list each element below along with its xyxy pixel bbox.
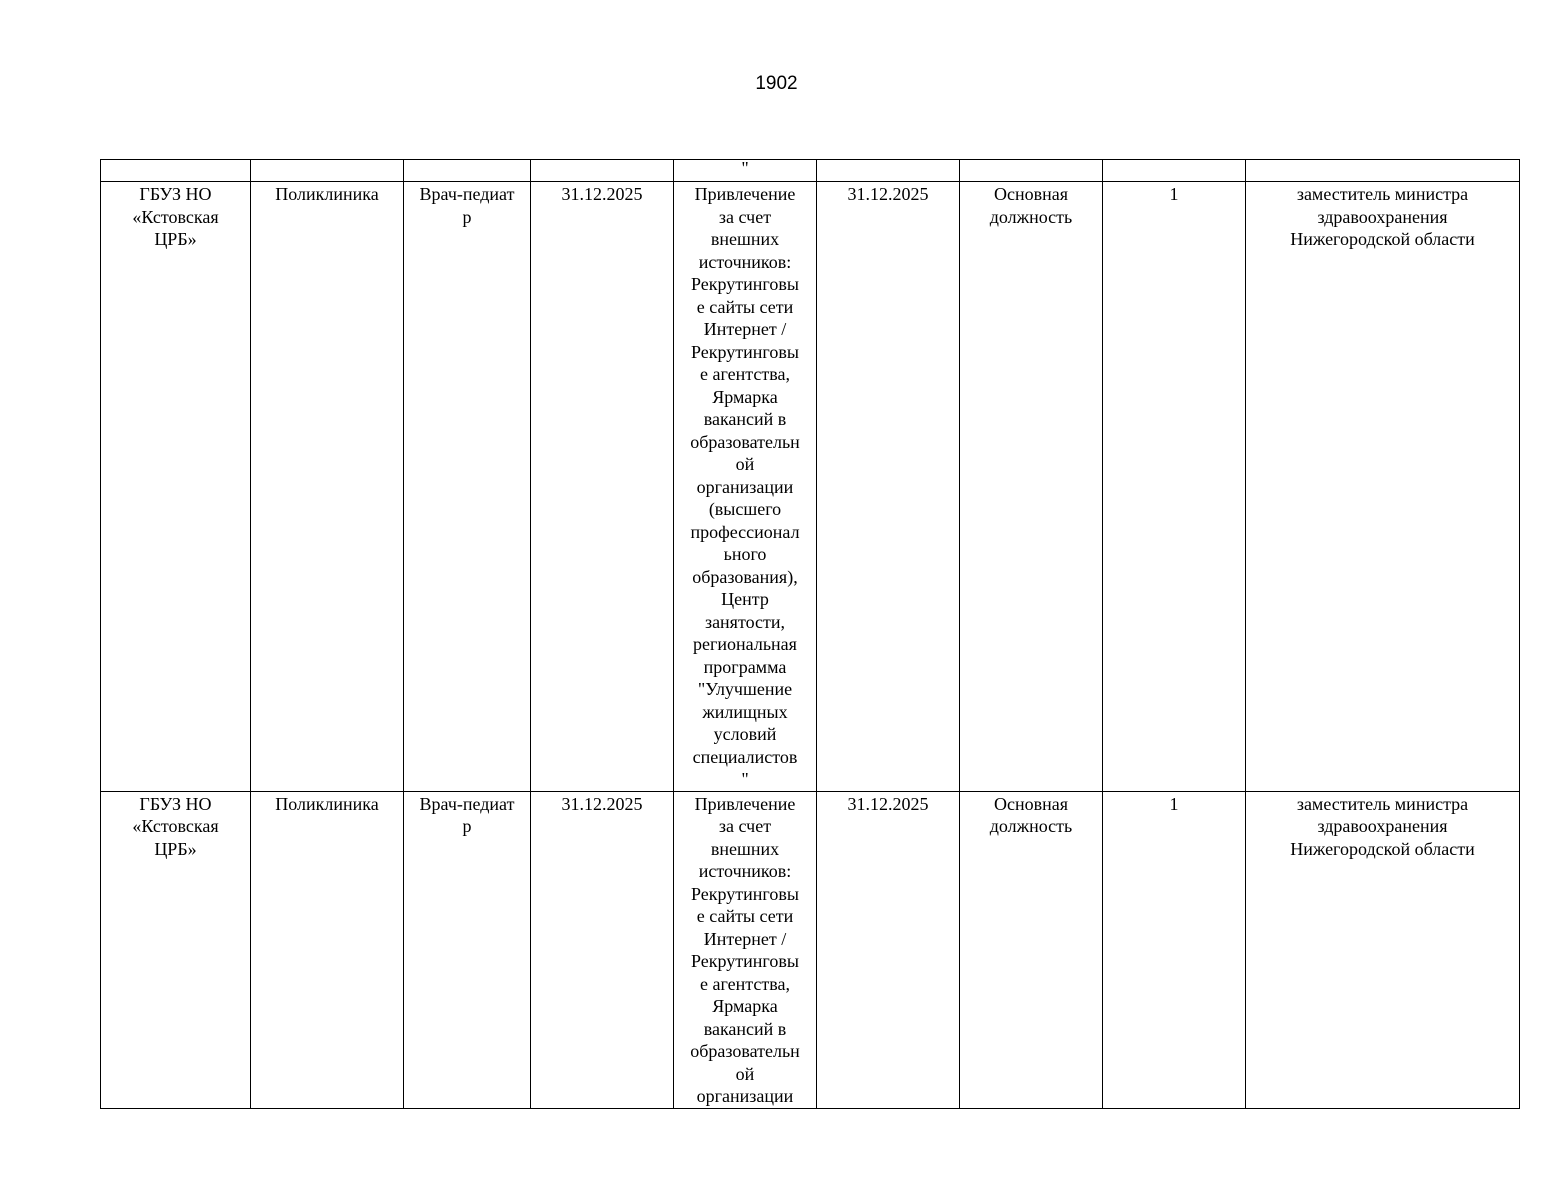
cell-text-line: за счет: [718, 816, 772, 836]
cell-org: [101, 160, 251, 182]
cell-text-line: вакансий в: [703, 1018, 787, 1039]
table-row: [101, 182, 1520, 792]
cell-measures: [674, 791, 817, 1108]
cell-date1: [531, 160, 674, 182]
cell-text-line: профессионал: [690, 521, 800, 542]
cell-unit: [251, 182, 404, 792]
cell-text-line: ьного: [723, 544, 767, 564]
cell-text-line: заместитель министра: [1296, 184, 1469, 204]
cell-text-line: источников:: [698, 251, 792, 272]
cell-count: [1103, 182, 1246, 792]
cell-count: [1103, 791, 1246, 1108]
cell-position: [404, 791, 531, 1108]
cell-text-line: должность: [989, 206, 1073, 227]
cell-text-line: Центр: [721, 589, 769, 609]
cell-text-line: Ярмарка: [712, 386, 778, 407]
cell-text-line: ой: [735, 1063, 755, 1084]
cell-org: [101, 182, 251, 792]
cell-responsible: [1246, 160, 1520, 182]
cell-text-line: 31.12.2025: [561, 793, 643, 814]
cell-date2: [817, 791, 960, 1108]
cell-date2: [817, 160, 960, 182]
cell-text-line: Рекрутинговы: [691, 883, 799, 904]
cell-text-line: организации: [696, 476, 794, 497]
cell-text-line: ГБУЗ НО: [139, 793, 212, 814]
cell-date1: [531, 791, 674, 1108]
cell-type: [960, 791, 1103, 1108]
cell-responsible: [1246, 791, 1520, 1108]
cell-text-line: заместитель министра: [1296, 793, 1469, 814]
cell-text-line: Привлечение: [694, 793, 796, 814]
cell-measures: ": [674, 160, 817, 182]
cell-text-line: е сайты сети: [696, 296, 794, 317]
cell-text-line: "Улучшение: [697, 679, 793, 699]
cell-text-line: должность: [989, 816, 1073, 836]
cell-text-line: «Кстовская: [132, 206, 219, 227]
cell-date1: [531, 182, 674, 792]
cell-text-line: 31.12.2025: [847, 793, 929, 814]
cell-measures: [674, 182, 817, 792]
cell-text-line: е агентства,: [700, 973, 790, 994]
cell-text-line: жилищных: [702, 701, 788, 722]
cell-text-line: ЦРБ»: [154, 229, 197, 249]
cell-text-line: занятости,: [704, 611, 786, 632]
cell-text-line: специалистов: [692, 746, 798, 767]
cell-text-line: Ярмарка: [712, 996, 778, 1016]
cell-responsible: [1246, 182, 1520, 792]
cell-text-line: здравоохранения: [1317, 816, 1448, 836]
cell-text-line: Врач-педиат: [419, 184, 515, 204]
cell-date2: [817, 182, 960, 792]
cell-text-line: организации: [696, 1086, 794, 1106]
cell-text-line: Интернет /: [703, 928, 787, 949]
cell-text-line: Интернет /: [703, 319, 787, 339]
cell-type: [960, 160, 1103, 182]
cell-text-line: Привлечение: [694, 184, 796, 204]
cell-text-line: е сайты сети: [696, 906, 794, 926]
cell-text-line: ": [741, 769, 749, 789]
cell-text-line: 31.12.2025: [561, 184, 643, 204]
cell-text-line: 1: [1169, 793, 1179, 814]
cell-unit: [251, 160, 404, 182]
cell-text-line: за счет: [718, 206, 772, 227]
staffing-table: [100, 159, 1520, 1109]
cell-position: [404, 182, 531, 792]
cell-text-line: внешних: [710, 229, 780, 249]
cell-text-line: ГБУЗ НО: [139, 184, 212, 204]
cell-unit: [251, 791, 404, 1108]
cell-text-line: Поликлиника: [275, 793, 379, 814]
cell-type: [960, 182, 1103, 792]
cell-text-line: программа: [703, 656, 787, 677]
cell-text-line: р: [462, 816, 472, 836]
cell-text-line: вакансий в: [703, 409, 787, 429]
continuation-row: [101, 160, 1520, 182]
cell-text-line: Врач-педиат: [419, 793, 515, 814]
cell-text-line: 1: [1169, 184, 1179, 204]
cell-text-line: Нижегородской области: [1290, 229, 1475, 249]
cell-text-line: образовательн: [690, 431, 800, 452]
cell-text-line: Рекрутинговы: [691, 274, 799, 294]
cell-text-line: Основная: [993, 793, 1069, 814]
cell-text-line: (высшего: [708, 499, 782, 519]
cell-text-line: образовательн: [690, 1041, 800, 1061]
cell-text-line: ой: [735, 454, 755, 474]
cell-text-line: здравоохранения: [1317, 206, 1448, 227]
cell-text-line: «Кстовская: [132, 816, 219, 836]
cell-text-line: условий: [713, 724, 777, 744]
cell-text-line: образования),: [692, 566, 798, 587]
cell-text-line: Основная: [993, 184, 1069, 204]
cell-text-line: р: [462, 206, 472, 227]
cell-text-line: источников:: [698, 861, 792, 881]
cell-text-line: ЦРБ»: [154, 838, 197, 859]
cell-text-line: Рекрутинговы: [691, 951, 799, 971]
cell-count: [1103, 160, 1246, 182]
cell-text-line: региональная: [693, 634, 797, 654]
table-row: [101, 791, 1520, 1108]
cell-org: [101, 791, 251, 1108]
cell-text-line: е агентства,: [700, 364, 790, 384]
cell-position: [404, 160, 531, 182]
cell-text-line: внешних: [710, 838, 780, 859]
cell-text-line: Нижегородской области: [1290, 838, 1475, 859]
cell-text-line: 31.12.2025: [847, 184, 929, 204]
page-number: 1902: [755, 73, 798, 94]
cell-text-line: Поликлиника: [275, 184, 379, 204]
cell-text-line: Рекрутинговы: [691, 341, 799, 362]
